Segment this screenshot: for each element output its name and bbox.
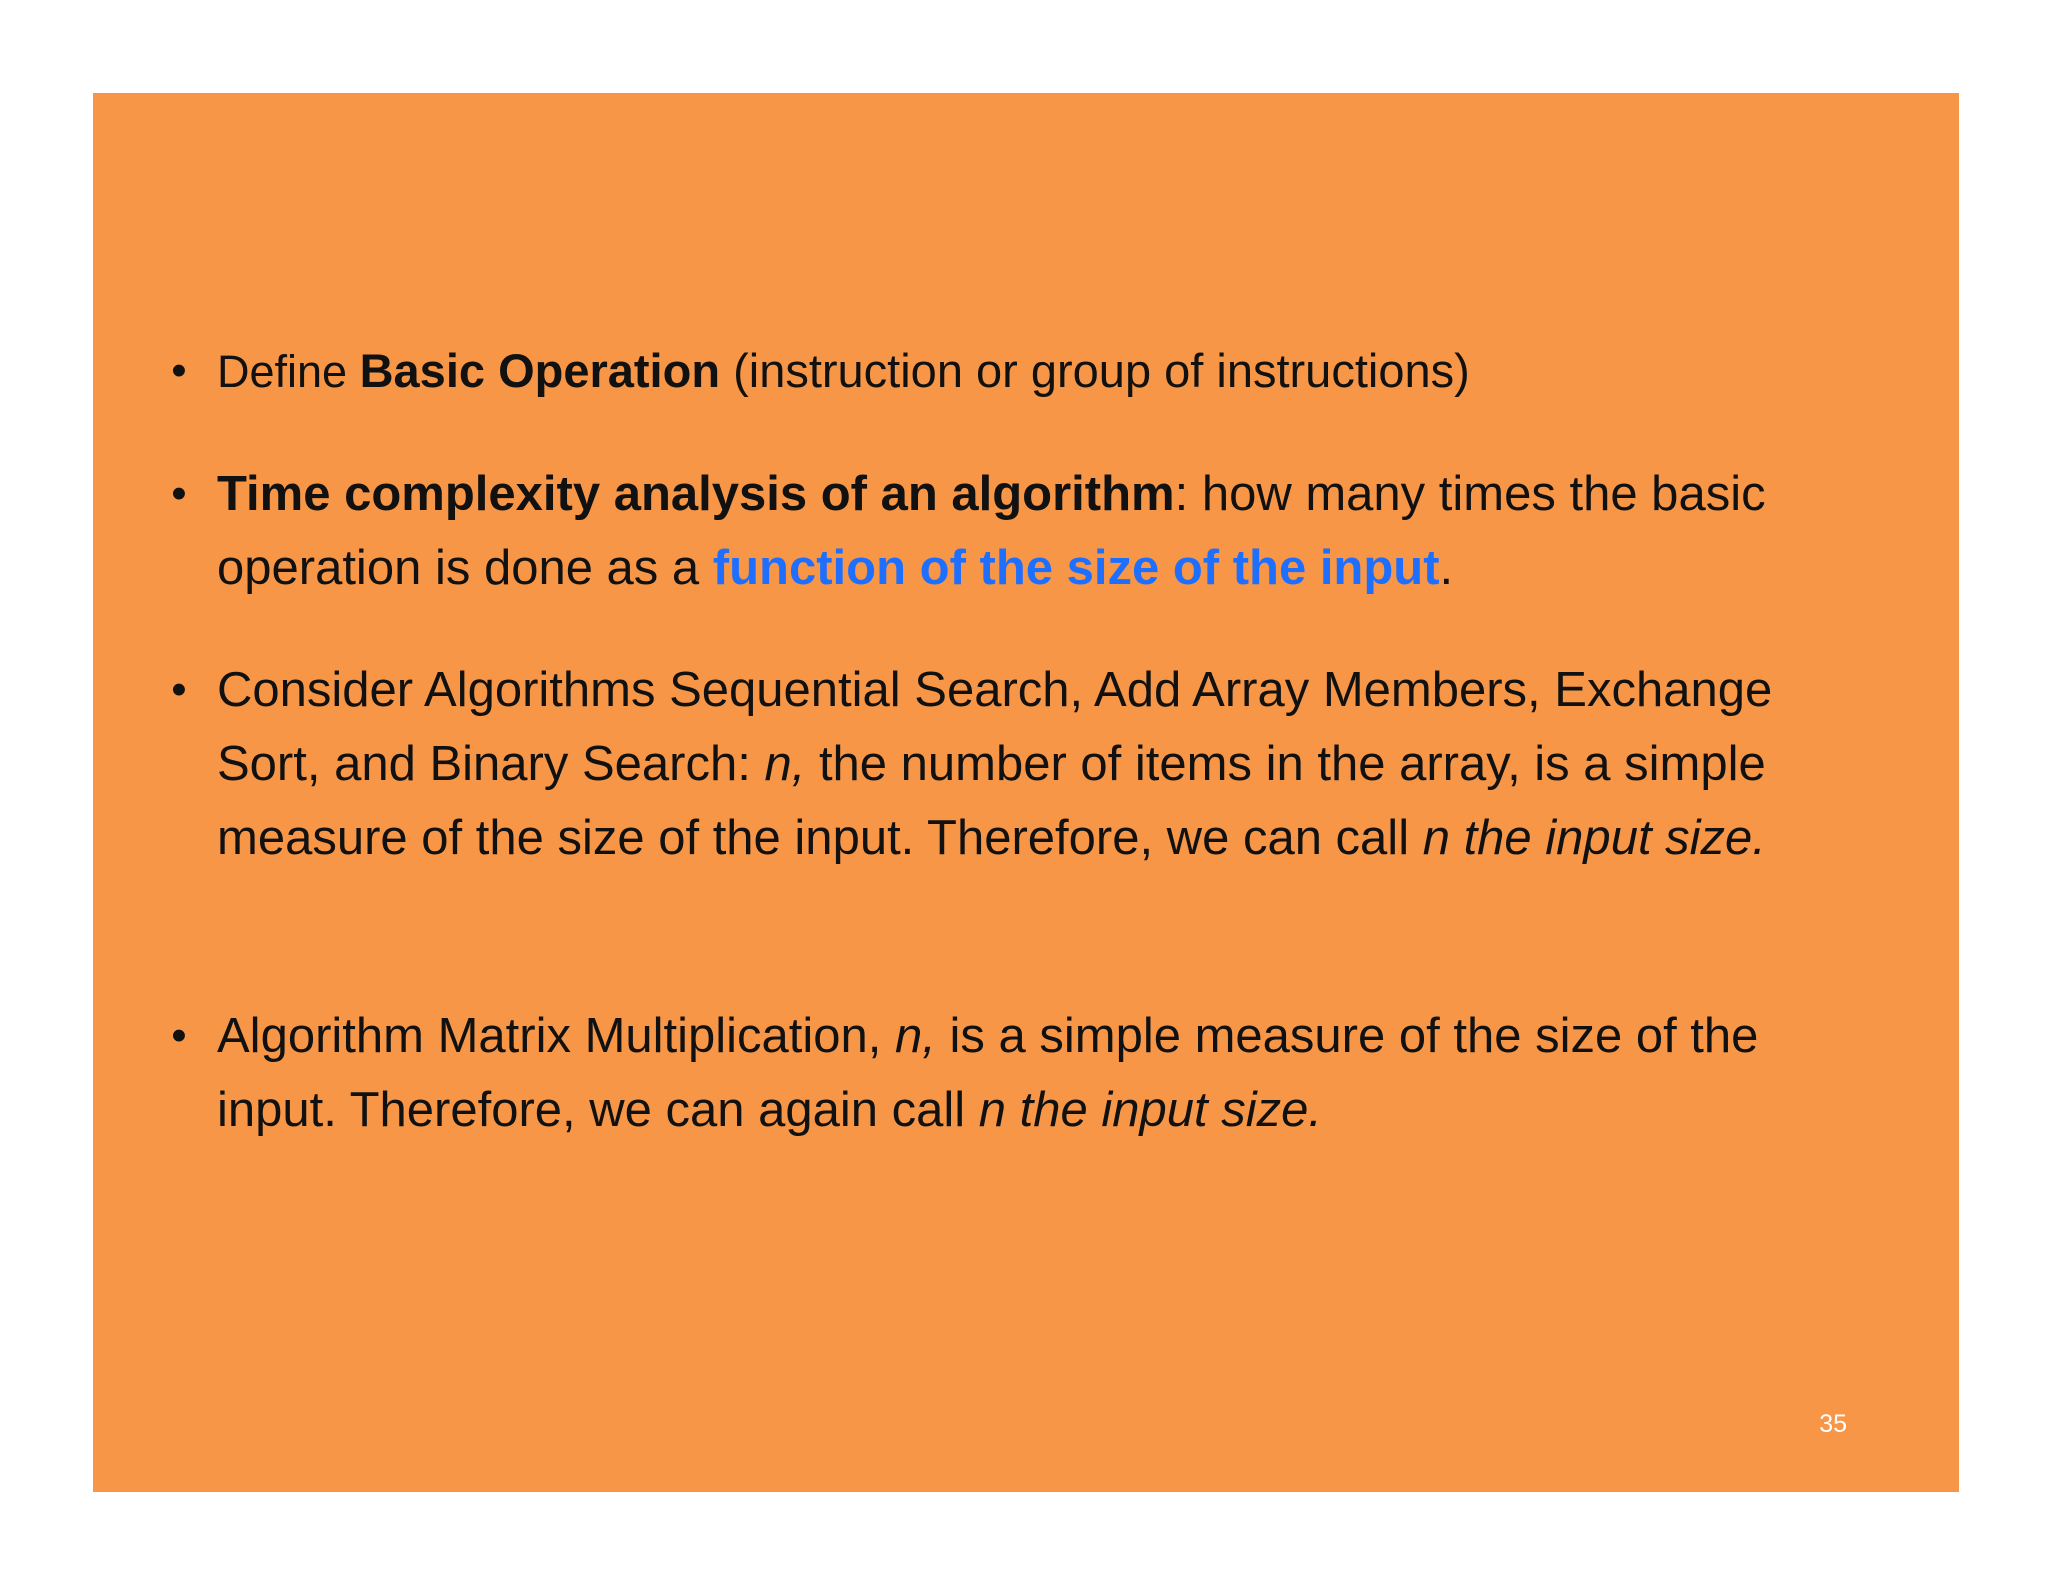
bullet-text-measure: the number of items in the array, is a simple measure of the size of the input. Therefore, we can call <box>217 737 1766 865</box>
math-variable-n: n, <box>764 737 806 791</box>
bullet-item-time-complexity <box>171 457 1857 605</box>
bullet-icon: • <box>171 665 187 714</box>
math-variable-n: n, <box>895 1009 936 1063</box>
bullet-text-definition: : how many times the basic operation is done as a <box>217 467 1766 595</box>
bullet-text-define: Define <box>217 346 360 397</box>
input-size-phrase: n the input size. <box>978 1083 1322 1137</box>
bullet-text-instruction: (instruction or group of instructions) <box>720 344 1470 397</box>
input-size-phrase: n the input size. <box>1422 811 1766 865</box>
slide-number: 35 <box>1819 1410 1847 1438</box>
term-time-complexity: Time complexity analysis of an algorithm <box>217 467 1175 521</box>
bullet-icon: • <box>171 469 187 518</box>
bullet-item-algorithms-input-size <box>171 653 1857 875</box>
bullet-icon: • <box>171 346 187 395</box>
bullet-item-basic-operation <box>171 334 1857 409</box>
bullet-list <box>93 93 1959 1492</box>
bullet-item-matrix-multiplication <box>171 999 1857 1147</box>
bullet-text-algorithms: Consider Algorithms Sequential Search, Add Array Members, Exchange Sort, and Binary Search: <box>217 663 1773 791</box>
bullet-icon: • <box>171 1011 187 1060</box>
bullet-text-matrix: Algorithm Matrix Multiplication, <box>217 1009 896 1063</box>
bullet-text-period: . <box>1439 541 1454 595</box>
highlighted-phrase: function of the size of the input <box>712 541 1440 595</box>
term-basic-operation: Basic Operation <box>359 344 721 397</box>
slide <box>93 93 1959 1492</box>
bullet-text-measure: is a simple measure of the size of the input. Therefore, we can again call <box>217 1009 1759 1137</box>
